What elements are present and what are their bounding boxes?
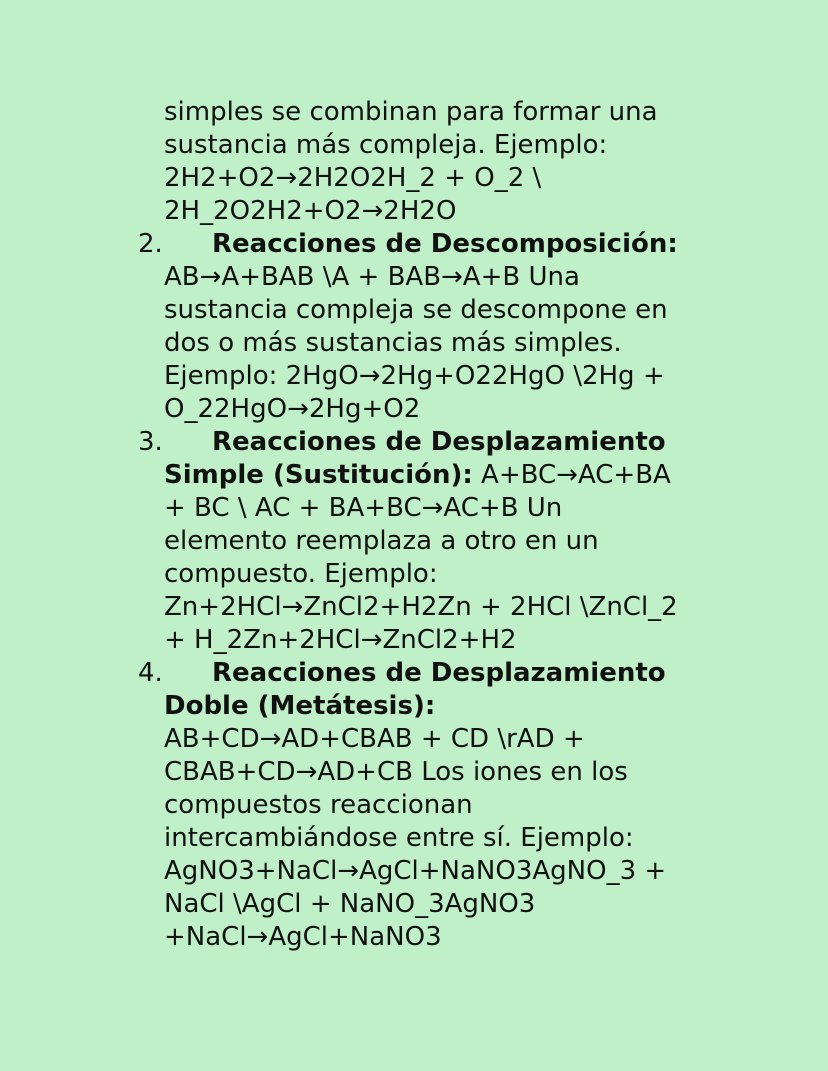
intro-line: simples se combinan para formar una: [164, 97, 658, 127]
item-line: NaCl \AgCl + NaNO_3AgNO3: [164, 889, 536, 919]
item-title: Reacciones de Desplazamiento: [212, 427, 666, 457]
intro-line: 2H2+O2→2H2O2H_2 + O_2 \: [164, 163, 542, 193]
list-item-double-displacement: 4. Reacciones de Desplazamiento Doble (Metátesis): AB+CD→AD+CBAB + CD \rAD + CBAB+CD→AD+CB Los iones en los compuestos reaccionan intercambiándose entre sí. Ejemplo: AgNO3+NaCl→AgCl+NaNO3AgNO_3 + NaCl \AgCl + NaNO_3AgNO3 +NaCl→AgCl+NaNO3: [164, 657, 724, 954]
item-line: AB→A+BAB \A + BAB→A+B Una: [164, 262, 580, 292]
item-line: +NaCl→AgCl+NaNO3: [164, 922, 442, 952]
item-line: [164, 228, 724, 261]
item-line: compuesto. Ejemplo:: [164, 559, 438, 589]
item-line: O_22HgO→2Hg+O2: [164, 394, 421, 424]
list-item-decomposition: 2. Reacciones de Descomposición: AB→A+BAB \A + BAB→A+B Una sustancia compleja se descompone en dos o más sustancias más simples. Ejemplo: 2HgO→2Hg+O22HgO \2Hg + O_22HgO→2Hg+O2: [164, 228, 724, 426]
item-line: Simple (Sustitución): A+BC→AC+BA: [164, 460, 671, 490]
item-line: AgNO3+NaCl→AgCl+NaNO3AgNO_3 +: [164, 856, 667, 886]
item-line: CBAB+CD→AD+CB Los iones en los: [164, 757, 628, 787]
item-title: Reacciones de Descomposición:: [212, 229, 678, 259]
item-title: Doble (Metátesis):: [164, 691, 436, 721]
item-line: + BC \ AC + BA+BC→AC+B Un: [164, 493, 563, 523]
list-item-simple-displacement: 3. Reacciones de Desplazamiento Simple (Sustitución): A+BC→AC+BA + BC \ AC + BA+BC→AC+B Un elemento reemplaza a otro en un compuesto. Ejemplo: Zn+2HCl→ZnCl2+H2Zn + 2HCl \ZnCl_2 + H_2Zn+2HCl→ZnCl2+H2: [164, 426, 724, 657]
item-line: [164, 657, 724, 690]
item-line: + H_2Zn+2HCl→ZnCl2+H2: [164, 625, 517, 655]
item-line: sustancia compleja se descompone en: [164, 295, 668, 325]
intro-paragraph: [164, 96, 724, 228]
item-line: compuestos reaccionan: [164, 790, 473, 820]
intro-line: 2H_2O2H2+O2→2H2O: [164, 196, 457, 226]
item-line: intercambiándose entre sí. Ejemplo:: [164, 823, 634, 853]
item-title: Reacciones de Desplazamiento: [212, 658, 666, 688]
item-line: Ejemplo: 2HgO→2Hg+O22HgO \2Hg +: [164, 361, 665, 391]
intro-line: sustancia más compleja. Ejemplo:: [164, 130, 608, 160]
item-line: [164, 426, 724, 459]
item-line: Zn+2HCl→ZnCl2+H2Zn + 2HCl \ZnCl_2: [164, 592, 678, 622]
item-line: elemento reemplaza a otro en un: [164, 526, 599, 556]
item-line: [164, 690, 724, 723]
item-line: dos o más sustancias más simples.: [164, 328, 622, 358]
item-title: Simple (Sustitución):: [164, 460, 473, 490]
item-line: AB+CD→AD+CBAB + CD \rAD +: [164, 724, 585, 754]
